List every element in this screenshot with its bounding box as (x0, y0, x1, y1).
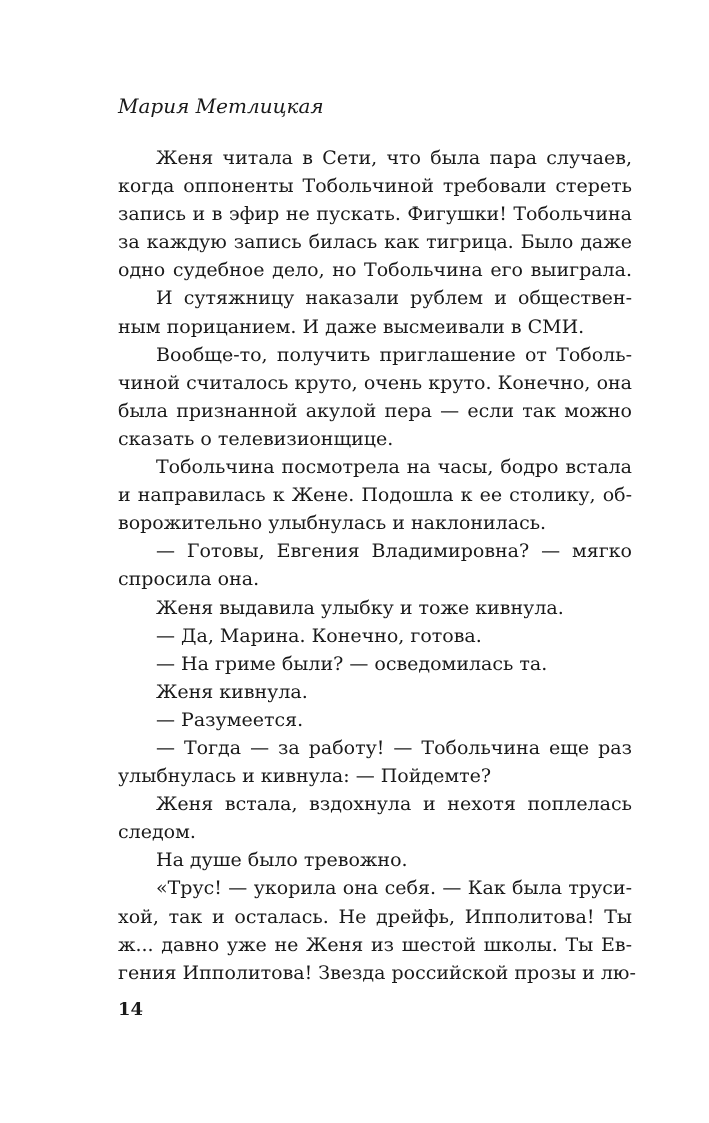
text-line: Женя выдавила улыбку и тоже кивнула. (156, 596, 564, 619)
text-line: — Разумеется. (156, 708, 304, 731)
text-line: Женя читала в Сети, что была пара случаев, (156, 147, 632, 169)
body-text (118, 144, 636, 987)
page-number: 14 (118, 999, 144, 1020)
text-line: сказать о телевизионщице. (118, 427, 394, 450)
text-line: ным порицанием. И даже высмеивали в СМИ. (118, 315, 585, 338)
text-line: — Готовы, Евгения Владимировна? — мягко (156, 540, 632, 563)
running-head: Мария Метлицкая (118, 94, 324, 118)
text-line: улыбнулась и кивнула: — Пойдемте? (118, 765, 492, 788)
text-line: Женя встала, вздохнула и нехотя поплелась (156, 793, 632, 816)
text-line: за каждую запись билась как тигрица. Было даже (118, 231, 632, 254)
text-line: запись и в эфир не пускать. Фигушки! Тобольчина (118, 203, 632, 226)
text-line: — На гриме были? — осведомилась та. (156, 652, 548, 675)
text-line: гения Ипполитова! Звезда российской прозы и лю- (118, 961, 636, 984)
text-line: хой, так и осталась. Не дрейфь, Ипполитова! Ты (118, 905, 632, 928)
text-line: На душе было тревожно. (156, 849, 408, 872)
text-line: И сутяжницу наказали рублем и обществен- (156, 287, 632, 310)
text-line: ворожительно улыбнулась и наклонилась. (118, 512, 547, 535)
text-line: следом. (118, 821, 196, 844)
text-line: — Да, Марина. Конечно, готова. (156, 624, 482, 647)
text-line: и направилась к Жене. Подошла к ее столику, об- (118, 484, 632, 507)
text-line: Тобольчина посмотрела на часы, бодро встала (156, 456, 632, 479)
text-line: — Тогда — за работу! — Тобольчина еще раз (156, 736, 632, 759)
text-line: ж... давно уже не Женя из шестой школы. Ты Ев- (118, 933, 632, 956)
text-line: когда оппоненты Тобольчиной требовали стереть (118, 175, 632, 198)
text-line: «Трус! — укорила она себя. — Как была труси- (156, 877, 632, 900)
text-line: Вообще-то, получить приглашение от Тоболь- (156, 343, 632, 366)
text-line: одно судебное дело, но Тобольчина его выиграла. (118, 259, 632, 282)
text-line: спросила она. (118, 568, 260, 591)
text-line: чиной считалось круто, очень круто. Конечно, она (118, 371, 632, 394)
text-line: Женя кивнула. (156, 680, 308, 703)
text-line: была признанной акулой пера — если так можно (118, 399, 632, 422)
